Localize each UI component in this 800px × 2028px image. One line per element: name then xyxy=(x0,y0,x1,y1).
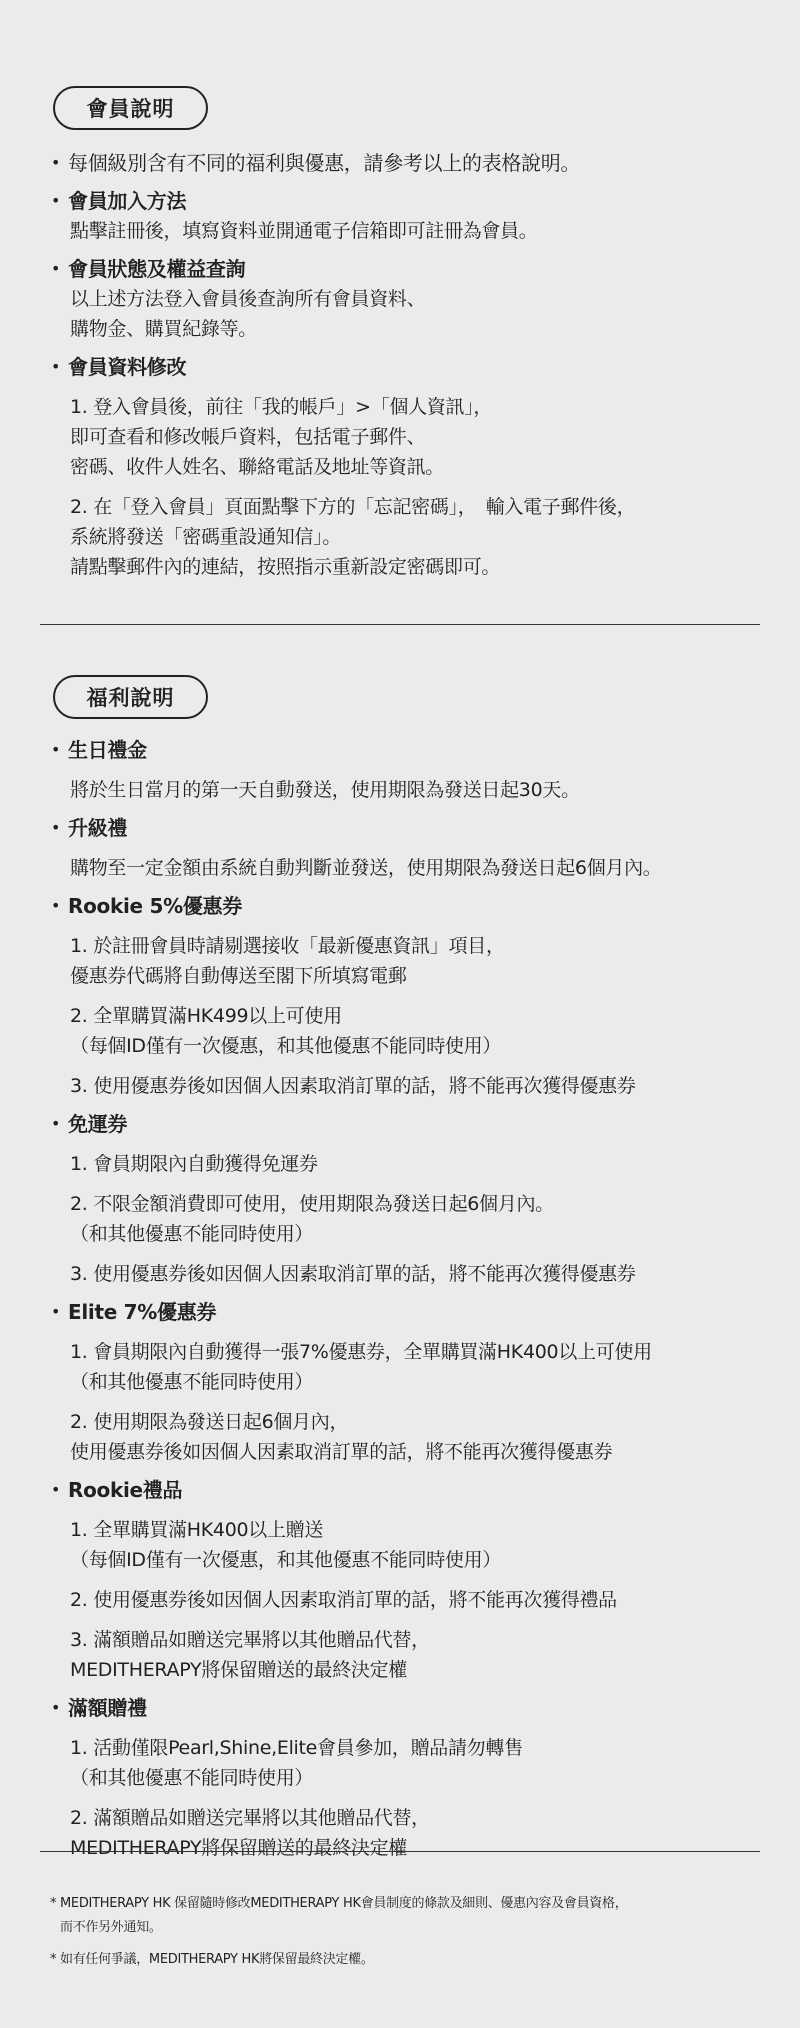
membership-item-body xyxy=(68,216,765,246)
membership-item xyxy=(50,254,765,344)
membership-item-title: • 每個級別含有不同的福利與優惠，請參考以上的表格說明。 xyxy=(68,151,581,175)
benefits-item-detail xyxy=(68,1803,765,1863)
benefits-item-detail xyxy=(68,931,765,991)
membership-item-detail-line: 2. 在「登入會員」頁面點擊下方的「忘記密碼」， 輸入電子郵件後， xyxy=(70,496,636,518)
benefits-item xyxy=(50,735,765,805)
benefits-item-detail xyxy=(68,1149,765,1179)
benefits-item-detail-line: 3. 使用優惠券後如因個人因素取消訂單的話，將不能再次獲得優惠券 xyxy=(70,1075,636,1097)
benefits-item-title: • Rookie禮品 xyxy=(68,1478,183,1502)
benefits-section-label xyxy=(53,675,208,719)
benefits-item-title: • Rookie 5%優惠券 xyxy=(68,894,242,918)
benefits-item-detail xyxy=(68,1259,765,1289)
benefits-item xyxy=(50,1297,765,1467)
benefits-item-title: • 升級禮 xyxy=(68,816,128,840)
benefits-section xyxy=(50,735,765,1871)
footer-note xyxy=(50,1948,750,1972)
benefits-item-detail-line: MEDITHERAPY將保留贈送的最終決定權 xyxy=(70,1659,408,1681)
benefits-item-detail-line: 2. 使用優惠券後如因個人因素取消訂單的話，將不能再次獲得禮品 xyxy=(70,1589,617,1611)
benefits-item-detail-line: （每個ID僅有一次優惠，和其他優惠不能同時使用） xyxy=(70,1549,502,1571)
membership-section xyxy=(50,148,765,590)
benefits-item xyxy=(50,1109,765,1289)
benefits-item-detail xyxy=(68,853,765,883)
benefits-item xyxy=(50,813,765,883)
membership-item-title: • 會員狀態及權益查詢 xyxy=(68,257,246,281)
benefits-item-detail-line: 購物至一定金額由系統自動判斷並發送，使用期限為發送日起6個月內。 xyxy=(70,857,662,879)
membership-item-detail-line: 系統將發送「密碼重設通知信」。 xyxy=(70,526,342,548)
membership-item-body-line: 點擊註冊後，填寫資料並開通電子信箱即可註冊為會員。 xyxy=(70,220,538,242)
membership-item-detail-line: 1. 登入會員後，前往「我的帳戶」>「個人資訊」， xyxy=(70,396,493,418)
benefits-item-detail-line: 3. 滿額贈品如贈送完畢將以其他贈品代替， xyxy=(70,1629,430,1651)
membership-item xyxy=(50,186,765,246)
membership-item-body-line: 以上述方法登入會員後查詢所有會員資料、 xyxy=(70,288,426,310)
membership-item-detail-line: 即可查看和修改帳戶資料，包括電子郵件、 xyxy=(70,426,426,448)
benefits-item-detail-line: 1. 會員期限內自動獲得一張7%優惠券，全單購買滿HK400以上可使用 xyxy=(70,1341,652,1363)
benefits-item-detail xyxy=(68,775,765,805)
benefits-item-detail-line: 1. 活動僅限Pearl,Shine,Elite會員參加，贈品請勿轉售 xyxy=(70,1737,523,1759)
benefits-item-detail xyxy=(68,1071,765,1101)
footer-note-line: 而不作另外通知。 xyxy=(60,1920,162,1935)
membership-item-body xyxy=(68,284,765,344)
benefits-item-detail-line: MEDITHERAPY將保留贈送的最終決定權 xyxy=(70,1837,408,1859)
benefits-section-label-text: 福利說明 xyxy=(86,686,175,710)
benefits-item xyxy=(50,891,765,1101)
benefits-item-detail-line: 1. 會員期限內自動獲得免運券 xyxy=(70,1153,318,1175)
benefits-item xyxy=(50,1693,765,1863)
benefits-item-detail xyxy=(68,1189,765,1249)
membership-item xyxy=(50,148,765,178)
benefits-item-title: • 生日禮金 xyxy=(68,738,147,762)
benefits-item-detail-line: 2. 滿額贈品如贈送完畢將以其他贈品代替， xyxy=(70,1807,430,1829)
benefits-item-detail-line: 將於生日當月的第一天自動發送，使用期限為發送日起30天。 xyxy=(70,779,580,801)
benefits-item-detail-line: 1. 全單購買滿HK400以上贈送 xyxy=(70,1519,324,1541)
benefits-item-detail-line: 2. 全單購買滿HK499以上可使用 xyxy=(70,1005,342,1027)
benefits-item-detail-line: 2. 使用期限為發送日起6個月內， xyxy=(70,1411,349,1433)
benefits-item-detail-line: 2. 不限金額消費即可使用，使用期限為發送日起6個月內。 xyxy=(70,1193,554,1215)
membership-item-title: • 會員加入方法 xyxy=(68,189,187,213)
benefits-item-title: • 免運券 xyxy=(68,1112,128,1136)
membership-item-body-line: 購物金、購買紀錄等。 xyxy=(70,318,258,340)
benefits-item-detail xyxy=(68,1585,765,1615)
membership-section-label xyxy=(53,86,208,130)
benefits-item-detail xyxy=(68,1625,765,1685)
benefits-item-detail-line: （和其他優惠不能同時使用） xyxy=(70,1223,314,1245)
membership-item-title: • 會員資料修改 xyxy=(68,355,187,379)
benefits-item-detail xyxy=(68,1001,765,1061)
benefits-item-detail-line: （和其他優惠不能同時使用） xyxy=(70,1767,314,1789)
benefits-item-detail xyxy=(68,1407,765,1467)
benefits-item-detail-line: 3. 使用優惠券後如因個人因素取消訂單的話，將不能再次獲得優惠券 xyxy=(70,1263,636,1285)
membership-item xyxy=(50,352,765,582)
benefits-item-title: • 滿額贈禮 xyxy=(68,1696,147,1720)
footer-divider xyxy=(40,1851,760,1852)
benefits-item-detail-line: （和其他優惠不能同時使用） xyxy=(70,1371,314,1393)
benefits-item-detail xyxy=(68,1515,765,1575)
benefits-item xyxy=(50,1475,765,1685)
footer-notes xyxy=(50,1892,750,1980)
benefits-item-title: • Elite 7%優惠券 xyxy=(68,1300,217,1324)
benefits-item-detail-line: 1. 於註冊會員時請剔選接收「最新優惠資訊」項目， xyxy=(70,935,505,957)
benefits-item-detail-line: 優惠券代碼將自動傳送至閣下所填寫電郵 xyxy=(70,965,407,987)
membership-item-detail xyxy=(68,392,765,482)
benefits-item-detail-line: 使用優惠券後如因個人因素取消訂單的話，將不能再次獲得優惠券 xyxy=(70,1441,613,1463)
footer-note-line: * MEDITHERAPY HK 保留隨時修改MEDITHERAPY HK會員制度的條款及細則、優惠內容及會員資格， xyxy=(60,1896,628,1911)
footer-note-line: * 如有任何爭議，MEDITHERAPY HK將保留最終決定權。 xyxy=(60,1952,374,1967)
membership-section-label-text: 會員說明 xyxy=(86,97,175,121)
membership-item-detail xyxy=(68,492,765,582)
section-divider xyxy=(40,624,760,625)
membership-item-detail-line: 密碼、收件人姓名、聯絡電話及地址等資訊。 xyxy=(70,456,445,478)
membership-item-detail-line: 請點擊郵件內的連結，按照指示重新設定密碼即可。 xyxy=(70,556,501,578)
benefits-item-detail xyxy=(68,1733,765,1793)
benefits-item-detail-line: （每個ID僅有一次優惠，和其他優惠不能同時使用） xyxy=(70,1035,502,1057)
benefits-item-detail xyxy=(68,1337,765,1397)
footer-note xyxy=(50,1892,750,1940)
